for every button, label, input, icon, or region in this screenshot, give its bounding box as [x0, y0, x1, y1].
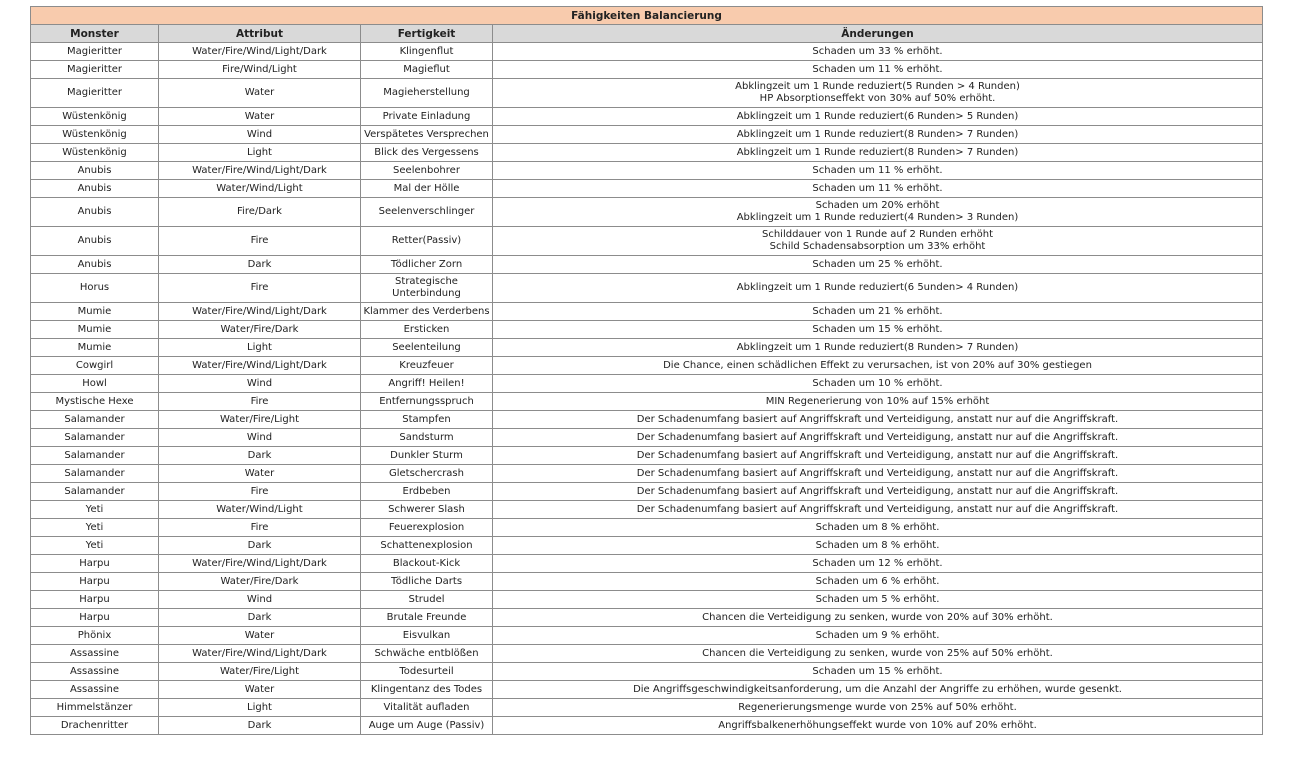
cell-attribut: Dark: [159, 256, 361, 274]
cell-monster: Salamander: [31, 411, 159, 429]
cell-aenderungen: [493, 573, 1263, 591]
table-row: [31, 339, 1263, 357]
table-row: [31, 663, 1263, 681]
change-line: Der Schadenumfang basiert auf Angriffskraft und Verteidigung, anstatt nur auf die Angriffskraft.: [636, 413, 1119, 425]
header-attribut: Attribut: [159, 25, 361, 43]
cell-fertigkeit: Auge um Auge (Passiv): [361, 717, 493, 735]
change-line: Schaden um 15 % erhöht.: [812, 665, 943, 677]
table-row: [31, 465, 1263, 483]
change-line: Der Schadenumfang basiert auf Angriffskraft und Verteidigung, anstatt nur auf die Angriffskraft.: [636, 431, 1119, 443]
table-row: [31, 717, 1263, 735]
table-row: [31, 609, 1263, 627]
table-row: [31, 699, 1263, 717]
change-line: Abklingzeit um 1 Runde reduziert(8 Runden> 7 Runden): [736, 128, 1019, 140]
cell-fertigkeit: Seelenbohrer: [361, 162, 493, 180]
cell-attribut: Wind: [159, 126, 361, 144]
cell-aenderungen: [493, 321, 1263, 339]
cell-fertigkeit: Blick des Vergessens: [361, 144, 493, 162]
table-row: [31, 411, 1263, 429]
cell-attribut: Fire: [159, 393, 361, 411]
table-row: [31, 429, 1263, 447]
table-title: Fähigkeiten Balancierung: [31, 7, 1263, 25]
table-row: [31, 483, 1263, 501]
change-line: Schaden um 11 % erhöht.: [812, 164, 943, 176]
change-line: Abklingzeit um 1 Runde reduziert(8 Runden> 7 Runden): [736, 341, 1019, 353]
cell-aenderungen: [493, 108, 1263, 126]
cell-fertigkeit: Tödlicher Zorn: [361, 256, 493, 274]
cell-attribut: Wind: [159, 429, 361, 447]
cell-fertigkeit: Entfernungsspruch: [361, 393, 493, 411]
table-row: [31, 537, 1263, 555]
cell-fertigkeit: Ersticken: [361, 321, 493, 339]
change-line: Abklingzeit um 1 Runde reduziert(6 5unden> 4 Runden): [736, 282, 1019, 293]
change-line: Schilddauer von 1 Runde auf 2 Runden erhöht: [762, 229, 993, 240]
cell-aenderungen: [493, 227, 1263, 256]
cell-fertigkeit: Eisvulkan: [361, 627, 493, 645]
cell-monster: Magieritter: [31, 79, 159, 108]
cell-fertigkeit: Feuerexplosion: [361, 519, 493, 537]
cell-aenderungen: [493, 79, 1263, 108]
cell-aenderungen: [493, 591, 1263, 609]
cell-attribut: Water: [159, 79, 361, 108]
header-monster: Monster: [31, 25, 159, 43]
cell-fertigkeit: Stampfen: [361, 411, 493, 429]
cell-monster: Magieritter: [31, 43, 159, 61]
cell-attribut: Fire: [159, 483, 361, 501]
change-line: Abklingzeit um 1 Runde reduziert(8 Runden> 7 Runden): [736, 146, 1019, 158]
cell-aenderungen: [493, 465, 1263, 483]
cell-monster: Yeti: [31, 501, 159, 519]
cell-attribut: Fire/Wind/Light: [159, 61, 361, 79]
cell-aenderungen: [493, 537, 1263, 555]
table-title-row: [31, 7, 1263, 25]
change-line: Schaden um 5 % erhöht.: [815, 593, 940, 605]
cell-monster: Anubis: [31, 180, 159, 198]
cell-fertigkeit: Private Einladung: [361, 108, 493, 126]
cell-monster: Yeti: [31, 537, 159, 555]
cell-monster: Anubis: [31, 256, 159, 274]
cell-aenderungen: [493, 645, 1263, 663]
cell-fertigkeit: Erdbeben: [361, 483, 493, 501]
change-line: MIN Regenerierung von 10% auf 15% erhöht: [765, 395, 990, 407]
header-aenderungen: Änderungen: [493, 25, 1263, 43]
cell-monster: Assassine: [31, 645, 159, 663]
cell-monster: Phönix: [31, 627, 159, 645]
change-line: HP Absorptionseffekt von 30% auf 50% erhöht.: [759, 93, 996, 104]
cell-fertigkeit: Magieherstellung: [361, 79, 493, 108]
cell-fertigkeit: Brutale Freunde: [361, 609, 493, 627]
cell-aenderungen: [493, 717, 1263, 735]
balancing-table-container: [30, 6, 1262, 735]
cell-monster: Anubis: [31, 227, 159, 256]
table-row: [31, 573, 1263, 591]
cell-attribut: Water/Fire/Wind/Light/Dark: [159, 357, 361, 375]
skill-balancing-table: [30, 6, 1263, 735]
table-row: [31, 144, 1263, 162]
cell-aenderungen: [493, 411, 1263, 429]
cell-aenderungen: [493, 43, 1263, 61]
cell-fertigkeit: Gletschercrash: [361, 465, 493, 483]
cell-attribut: Water/Fire/Wind/Light/Dark: [159, 645, 361, 663]
cell-attribut: Water/Wind/Light: [159, 501, 361, 519]
cell-fertigkeit: Schattenexplosion: [361, 537, 493, 555]
table-row: [31, 555, 1263, 573]
table-row: [31, 198, 1263, 227]
table-row: [31, 393, 1263, 411]
header-fertigkeit: Fertigkeit: [361, 25, 493, 43]
change-line: Angriffsbalkenerhöhungseffekt wurde von 10% auf 20% erhöht.: [718, 719, 1037, 731]
cell-monster: Assassine: [31, 663, 159, 681]
change-line: Schaden um 11 % erhöht.: [812, 63, 943, 75]
cell-attribut: Water: [159, 627, 361, 645]
cell-monster: Harpu: [31, 573, 159, 591]
cell-attribut: Water/Fire/Light: [159, 411, 361, 429]
cell-monster: Magieritter: [31, 61, 159, 79]
change-line: Der Schadenumfang basiert auf Angriffskraft und Verteidigung, anstatt nur auf die Angriffskraft.: [636, 503, 1119, 515]
cell-fertigkeit: Blackout-Kick: [361, 555, 493, 573]
table-row: [31, 274, 1263, 303]
cell-monster: Mystische Hexe: [31, 393, 159, 411]
table-row: [31, 375, 1263, 393]
table-row: [31, 501, 1263, 519]
cell-monster: Anubis: [31, 162, 159, 180]
cell-fertigkeit: Klingenflut: [361, 43, 493, 61]
cell-monster: Mumie: [31, 321, 159, 339]
change-line: Die Angriffsgeschwindigkeitsanforderung, um die Anzahl der Angriffe zu erhöhen, wurde gesenkt.: [633, 683, 1122, 695]
change-line: Der Schadenumfang basiert auf Angriffskraft und Verteidigung, anstatt nur auf die Angriffskraft.: [636, 485, 1119, 497]
table-row: [31, 108, 1263, 126]
change-line: Der Schadenumfang basiert auf Angriffskraft und Verteidigung, anstatt nur auf die Angriffskraft.: [636, 449, 1119, 461]
change-line: Schaden um 20% erhöht: [815, 200, 940, 211]
table-row: [31, 43, 1263, 61]
change-line: Regenerierungsmenge wurde von 25% auf 50% erhöht.: [738, 701, 1017, 713]
cell-monster: Himmelstänzer: [31, 699, 159, 717]
cell-attribut: Fire/Dark: [159, 198, 361, 227]
cell-attribut: Water: [159, 465, 361, 483]
cell-aenderungen: [493, 663, 1263, 681]
cell-fertigkeit: Tödliche Darts: [361, 573, 493, 591]
change-line: Abklingzeit um 1 Runde reduziert(6 Runden> 5 Runden): [736, 110, 1019, 122]
cell-fertigkeit: Angriff! Heilen!: [361, 375, 493, 393]
cell-fertigkeit: Vitalität aufladen: [361, 699, 493, 717]
cell-aenderungen: [493, 162, 1263, 180]
cell-monster: Salamander: [31, 429, 159, 447]
cell-monster: Mumie: [31, 339, 159, 357]
cell-fertigkeit: Strudel: [361, 591, 493, 609]
change-line: Abklingzeit um 1 Runde reduziert(5 Runden > 4 Runden): [735, 81, 1020, 92]
cell-monster: Cowgirl: [31, 357, 159, 375]
cell-attribut: Fire: [159, 519, 361, 537]
cell-fertigkeit: Todesurteil: [361, 663, 493, 681]
table-row: [31, 447, 1263, 465]
cell-fertigkeit: Klammer des Verderbens: [361, 303, 493, 321]
cell-fertigkeit: Magieflut: [361, 61, 493, 79]
cell-attribut: Water/Fire/Wind/Light/Dark: [159, 303, 361, 321]
cell-aenderungen: [493, 447, 1263, 465]
cell-attribut: Dark: [159, 609, 361, 627]
table-row: [31, 162, 1263, 180]
cell-aenderungen: [493, 198, 1263, 227]
cell-monster: Horus: [31, 274, 159, 303]
cell-aenderungen: [493, 180, 1263, 198]
cell-monster: Howl: [31, 375, 159, 393]
table-row: [31, 61, 1263, 79]
cell-monster: Harpu: [31, 555, 159, 573]
table-row: [31, 321, 1263, 339]
cell-fertigkeit: Schwerer Slash: [361, 501, 493, 519]
change-line: Schaden um 21 % erhöht.: [812, 305, 943, 317]
cell-monster: Wüstenkönig: [31, 144, 159, 162]
cell-fertigkeit: Schwäche entblößen: [361, 645, 493, 663]
cell-attribut: Water/Fire/Wind/Light/Dark: [159, 162, 361, 180]
cell-monster: Salamander: [31, 447, 159, 465]
cell-attribut: Light: [159, 339, 361, 357]
cell-attribut: Water/Wind/Light: [159, 180, 361, 198]
cell-aenderungen: [493, 357, 1263, 375]
cell-aenderungen: [493, 144, 1263, 162]
cell-aenderungen: [493, 699, 1263, 717]
change-line: Schaden um 8 % erhöht.: [815, 521, 940, 533]
cell-attribut: Wind: [159, 591, 361, 609]
cell-monster: Wüstenkönig: [31, 126, 159, 144]
table-row: [31, 627, 1263, 645]
change-line: Schaden um 8 % erhöht.: [815, 539, 940, 551]
table-row: [31, 645, 1263, 663]
cell-attribut: Light: [159, 699, 361, 717]
cell-aenderungen: [493, 61, 1263, 79]
cell-fertigkeit: Seelenteilung: [361, 339, 493, 357]
change-line: Schaden um 15 % erhöht.: [812, 323, 943, 335]
table-header-row: [31, 25, 1263, 43]
cell-monster: Salamander: [31, 483, 159, 501]
cell-monster: Harpu: [31, 609, 159, 627]
cell-fertigkeit: Verspätetes Versprechen: [361, 126, 493, 144]
cell-monster: Yeti: [31, 519, 159, 537]
cell-monster: Assassine: [31, 681, 159, 699]
change-line: Schild Schadensabsorption um 33% erhöht: [769, 241, 986, 252]
change-line: Chancen die Verteidigung zu senken, wurde von 20% auf 30% erhöht.: [702, 611, 1053, 623]
cell-aenderungen: [493, 274, 1263, 303]
change-line: Schaden um 33 % erhöht.: [812, 45, 943, 57]
cell-aenderungen: [493, 681, 1263, 699]
cell-aenderungen: [493, 303, 1263, 321]
cell-monster: Wüstenkönig: [31, 108, 159, 126]
cell-aenderungen: [493, 609, 1263, 627]
cell-attribut: Water/Fire/Light: [159, 663, 361, 681]
cell-attribut: Water/Fire/Wind/Light/Dark: [159, 555, 361, 573]
cell-fertigkeit: Retter(Passiv): [361, 227, 493, 256]
cell-attribut: Water/Fire/Dark: [159, 321, 361, 339]
cell-fertigkeit: Seelenverschlinger: [361, 198, 493, 227]
table-row: [31, 180, 1263, 198]
cell-monster: Salamander: [31, 465, 159, 483]
cell-fertigkeit: Dunkler Sturm: [361, 447, 493, 465]
cell-aenderungen: [493, 393, 1263, 411]
cell-attribut: Light: [159, 144, 361, 162]
table-row: [31, 79, 1263, 108]
change-line: Schaden um 9 % erhöht.: [815, 629, 940, 641]
table-row: [31, 303, 1263, 321]
table-row: [31, 681, 1263, 699]
table-row: [31, 357, 1263, 375]
cell-attribut: Water/Fire/Wind/Light/Dark: [159, 43, 361, 61]
cell-aenderungen: [493, 375, 1263, 393]
cell-monster: Drachenritter: [31, 717, 159, 735]
cell-aenderungen: [493, 555, 1263, 573]
cell-aenderungen: [493, 501, 1263, 519]
cell-attribut: Dark: [159, 717, 361, 735]
table-row: [31, 227, 1263, 256]
cell-monster: Mumie: [31, 303, 159, 321]
cell-attribut: Water/Fire/Dark: [159, 573, 361, 591]
cell-attribut: Fire: [159, 227, 361, 256]
cell-attribut: Wind: [159, 375, 361, 393]
change-line: Schaden um 6 % erhöht.: [815, 575, 940, 587]
cell-fertigkeit: Kreuzfeuer: [361, 357, 493, 375]
cell-aenderungen: [493, 339, 1263, 357]
change-line: Die Chance, einen schädlichen Effekt zu verursachen, ist von 20% auf 30% gestiegen: [663, 359, 1092, 371]
table-row: [31, 591, 1263, 609]
cell-attribut: Fire: [159, 274, 361, 303]
change-line: Chancen die Verteidigung zu senken, wurde von 25% auf 50% erhöht.: [702, 647, 1053, 659]
table-row: [31, 256, 1263, 274]
change-line: Schaden um 12 % erhöht.: [812, 557, 943, 569]
table-body: [31, 43, 1263, 735]
cell-fertigkeit: Sandsturm: [361, 429, 493, 447]
cell-fertigkeit: Mal der Hölle: [361, 180, 493, 198]
change-line: Schaden um 25 % erhöht.: [812, 258, 943, 270]
change-line: Schaden um 11 % erhöht.: [812, 182, 943, 194]
cell-aenderungen: [493, 627, 1263, 645]
cell-attribut: Dark: [159, 537, 361, 555]
cell-attribut: Dark: [159, 447, 361, 465]
change-line: Der Schadenumfang basiert auf Angriffskraft und Verteidigung, anstatt nur auf die Angriffskraft.: [636, 467, 1119, 479]
cell-monster: Harpu: [31, 591, 159, 609]
cell-aenderungen: [493, 126, 1263, 144]
table-row: [31, 126, 1263, 144]
cell-aenderungen: [493, 256, 1263, 274]
cell-monster: Anubis: [31, 198, 159, 227]
cell-attribut: Water: [159, 108, 361, 126]
change-line: Schaden um 10 % erhöht.: [812, 377, 943, 389]
cell-aenderungen: [493, 519, 1263, 537]
table-row: [31, 519, 1263, 537]
cell-fertigkeit: Klingentanz des Todes: [361, 681, 493, 699]
cell-aenderungen: [493, 483, 1263, 501]
cell-fertigkeit: Strategische Unterbindung: [361, 274, 493, 303]
cell-aenderungen: [493, 429, 1263, 447]
cell-attribut: Water: [159, 681, 361, 699]
change-line: Abklingzeit um 1 Runde reduziert(4 Runden> 3 Runden): [736, 212, 1019, 223]
